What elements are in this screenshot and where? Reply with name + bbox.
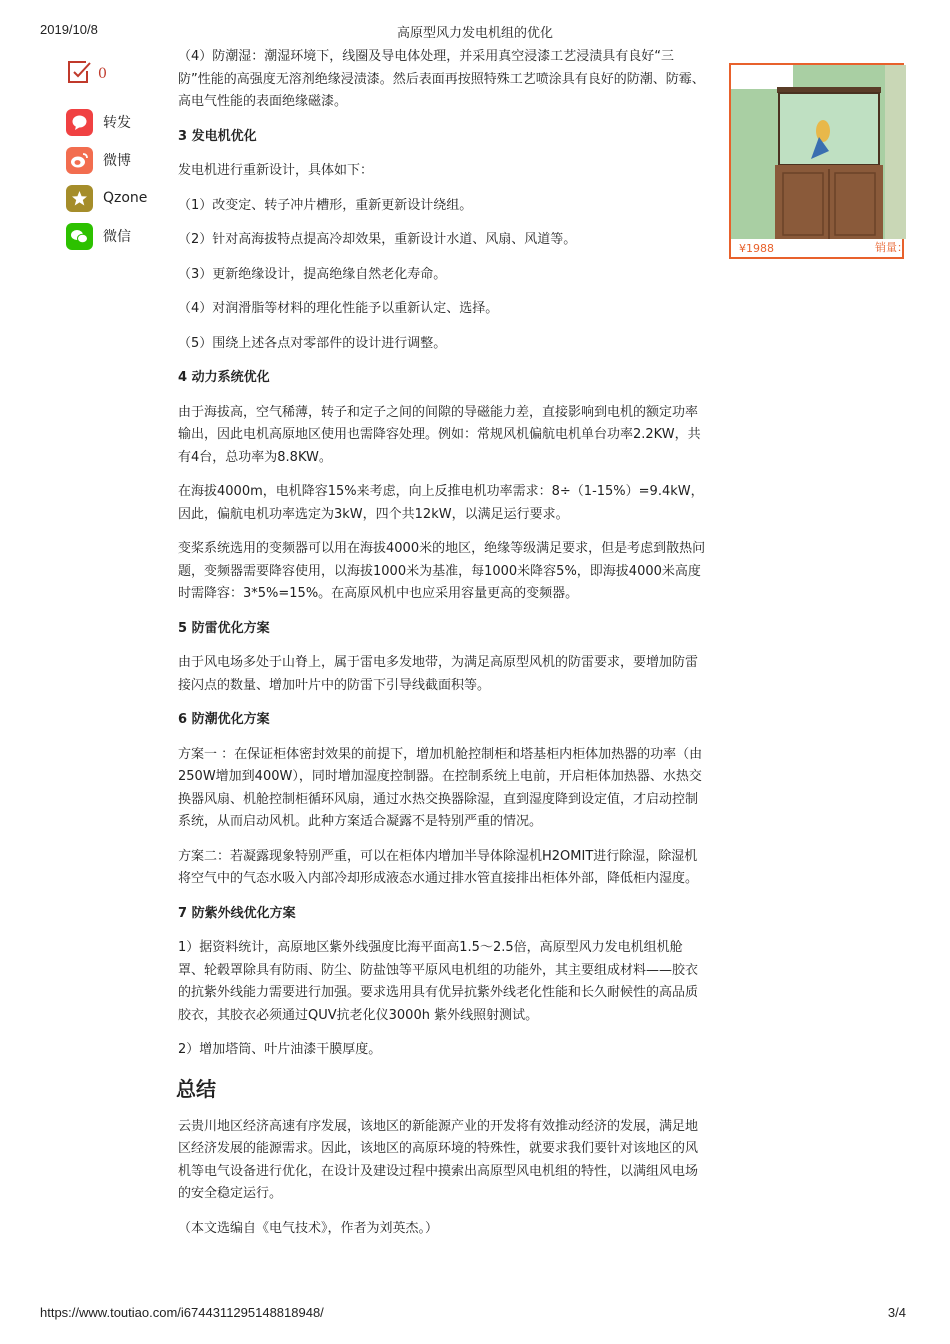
paragraph: 由于风电场多处于山脊上，属于雷电多发地带，为满足高原型风机的防雷要求，要增加防雷接闪点的数量、增加叶片中的防雷下引导线截面积等。 — [178, 655, 699, 693]
paragraph: 发电机进行重新设计，具体如下： — [178, 163, 374, 178]
share-weibo-button[interactable] — [66, 146, 166, 174]
comment-icon — [66, 59, 92, 89]
comment-count: 0 — [98, 66, 107, 82]
article-body — [178, 46, 706, 1252]
product-ad[interactable] — [729, 63, 908, 259]
share-label: 微信 — [103, 229, 131, 245]
weibo-icon — [66, 147, 93, 174]
print-date: 2019/10/8 — [40, 22, 98, 37]
paragraph: 由于海拔高，空气稀薄，转子和定子之间的间隙的导磁能力差，直接影响到电机的额定功率输出，因此电机高原地区使用也需降容处理。例如：常规风机偏航电机单台功率2.2KW，共有4台，总功率为8.8KW。 — [178, 404, 701, 465]
paragraph: 在海拔4000m，电机降容15%来考虑，向上反推电机功率需求：8÷（1-15%）=9.4kW，因此，偏航电机功率选定为3kW，四个共12kW，以满足运行要求。 — [178, 484, 704, 522]
list-item: （3）更新绝缘设计，提高绝缘自然老化寿命。 — [178, 266, 447, 282]
section-heading-power-system: 4 动力系统优化 — [178, 370, 270, 385]
paragraph: 2）增加塔筒、叶片油漆干膜厚度。 — [178, 1042, 382, 1057]
list-item: （5）围绕上述各点对零部件的设计进行调整。 — [178, 335, 447, 351]
source-note: （本文选编自《电气技术》，作者为刘英杰。） — [178, 1220, 439, 1236]
wechat-icon — [66, 223, 93, 250]
share-sidebar — [66, 60, 166, 260]
product-price: ¥1988 — [739, 242, 774, 255]
share-repost-button[interactable] — [66, 108, 166, 136]
print-page-title: 高原型风力发电机组的优化 — [396, 26, 553, 41]
share-qzone-button[interactable] — [66, 184, 166, 212]
section-heading-uv: 7 防紫外线优化方案 — [178, 905, 296, 921]
paragraph-moisture-proof: （4）防潮湿：潮湿环境下，线圈及导电体处理，并采用真空浸漆工艺浸渍具有良好“三防”性能的高强度无溶剂绝缘浸渍漆。然后表面再按照特殊工艺喷涂具有良好的防潮、防霉、高电气性能的表面绝缘磁漆。 — [178, 49, 705, 109]
summary-paragraph: 云贵川地区经济高速有序发展，该地区的新能源产业的开发将有效推动经济的发展，满足地区经济发展的能源需求。因此，该地区的高原环境的特殊性，就要求我们要针对该地区的风机等电气设备进行优化，在设计及建设过程中摸索出高原型风电机组的特性，以满组风电场的安全稳定运行。 — [178, 1118, 699, 1201]
comment-button[interactable] — [66, 60, 166, 88]
summary-heading: 总结 — [176, 1076, 216, 1101]
repost-icon — [66, 109, 93, 136]
product-sales-label: 销量： — [875, 241, 908, 254]
section-heading-lightning: 5 防雷优化方案 — [178, 620, 270, 636]
paragraph: 变桨系统选用的变频器可以用在海拔4000米的地区，绝缘等级满足要求，但是考虑到散热问题，变频器需要降容使用，以海拔1000米为基准，每1000米降容5%，即海拔4000米高度时需降容：3*5%=15%。在高原风机中也应采用容量更高的变频器。 — [178, 541, 706, 601]
share-label: Qzone — [103, 190, 148, 206]
share-wechat-button[interactable] — [66, 222, 166, 250]
paragraph: 方案二：若凝露现象特别严重，可以在柜体内增加半导体除湿机H2OMIT进行除湿，除湿机将空气中的气态水吸入内部冷却形成液态水通过排水管直接排出柜体外部，降低柜内湿度。 — [178, 848, 699, 886]
section-heading-generator: 3 发电机优化 — [178, 128, 257, 144]
print-page-number: 3/4 — [887, 1305, 906, 1320]
section-heading-moisture: 6 防潮优化方案 — [178, 712, 270, 727]
share-label: 转发 — [103, 115, 131, 131]
paragraph: 1）据资料统计，高原地区紫外线强度比海平面高1.5～2.5倍，高原型风力发电机组机舱罩、轮毂罩除具有防雨、防尘、防盐蚀等平原风电机组的功能外，其主要组成材料——胶衣的抗紫外线能力需要进行加强。要求选用具有优异抗紫外线老化性能和长久耐候性的高品质胶衣，其胶衣必须通过QUV抗老化仪3000h 紫外线照射测试。 — [178, 940, 699, 1023]
qzone-icon — [66, 185, 93, 212]
print-url: https://www.toutiao.com/i6744311295148818948/ — [40, 1305, 324, 1320]
list-item: （4）对润滑脂等材料的理化性能予以重新认定、选择。 — [178, 301, 499, 316]
list-item: （2）针对高海拔特点提高冷却效果，重新设计水道、风扇、风道等。 — [178, 232, 577, 247]
list-item: （1）改变定、转子冲片槽形，重新更新设计绕组。 — [178, 197, 473, 213]
paragraph: 方案一 ：在保证柜体密封效果的前提下，增加机舱控制柜和塔基柜内柜体加热器的功率（由250W增加到400W），同时增加湿度控制器。在控制系统上电前，开启柜体加热器、水热交换器风扇、机舱控制柜循环风扇，通过水热交换器除湿，直到湿度降到设定值，才启动控制系统，从而启动风机。此种方案适合凝露不是特别严重的情况。 — [178, 746, 703, 829]
product-image — [731, 65, 906, 239]
share-label: 微博 — [103, 153, 131, 169]
